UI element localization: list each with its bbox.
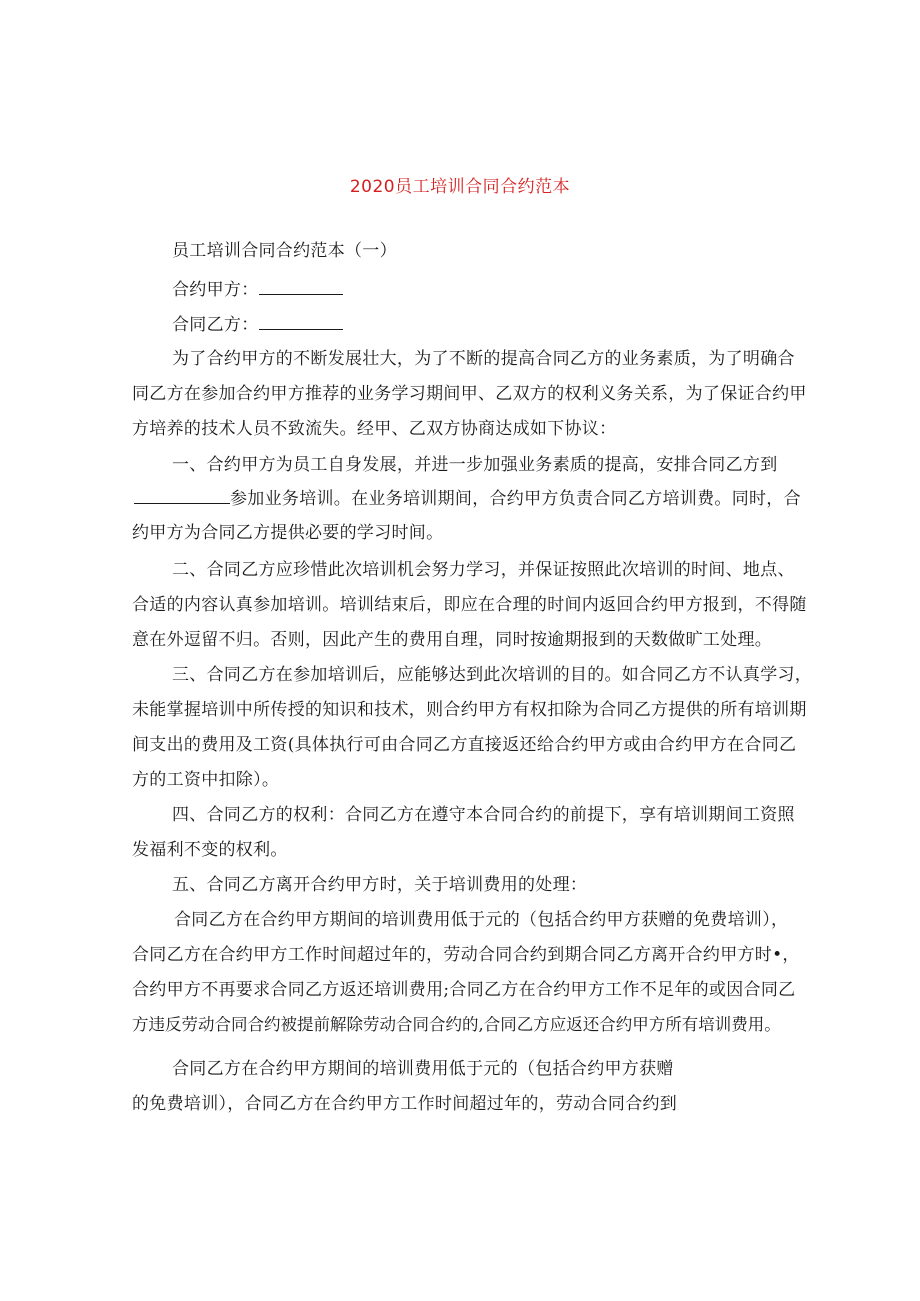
intro-line-1: 为了合约甲方的不断发展壮大，为了不断的提高合同乙方的业务素质，为了明确合	[172, 349, 795, 369]
clause4-line-2: 发福利不变的权利。	[132, 840, 288, 860]
clause5-p1-line-3: 合约甲方不再要求合同乙方返还培训费用;合同乙方在合约甲方工作不足年的或因合同乙	[132, 980, 796, 1000]
clause3-line-2: 未能掌握培训中所传授的知识和技术，则合约甲方有权扣除为合同乙方提供的所有培训期	[132, 700, 807, 720]
clause5-heading: 五、合同乙方离开合约甲方时，关于培训费用的处理：	[172, 875, 588, 895]
clause1-line-2-text: 参加业务培训。在业务培训期间，合约甲方负责合同乙方培训费。同时，合	[230, 489, 801, 509]
intro-line-3: 方培养的技术人员不致流失。经甲、乙双方协商达成如下协议：	[132, 419, 617, 439]
clause5-p2-line-2: 的免费培训），合同乙方在合约甲方工作时间超过年的，劳动合同合约到	[132, 1094, 678, 1114]
clause1-line-3: 约甲方为合同乙方提供必要的学习时间。	[132, 523, 444, 543]
clause1-line-1: 一、合约甲方为员工自身发展，并进一步加强业务素质的提高，安排合同乙方到	[172, 455, 778, 475]
clause3-line-1: 三、合同乙方在参加培训后，应能够达到此次培训的目的。如合同乙方不认真学习，	[172, 665, 813, 685]
party-b-label: 合同乙方：	[172, 315, 259, 335]
clause3-line-3: 间支出的费用及工资(具体执行可由合同乙方直接返还给合约甲方或由合约甲方在合同乙	[132, 735, 797, 755]
clause2-line-1: 二、合同乙方应珍惜此次培训机会努力学习，并保证按照此次培训的时间、地点、	[172, 560, 795, 580]
party-b-line	[172, 314, 832, 336]
contract-subtitle: 员工培训合同合约范本（一）	[172, 241, 397, 261]
intro-line-2: 同乙方在参加合约甲方推荐的业务学习期间甲、乙双方的权利义务关系，为了保证合约甲	[132, 384, 807, 404]
party-a-label: 合约甲方：	[172, 280, 259, 300]
party-b-blank	[259, 315, 343, 330]
clause1-line-2	[134, 488, 801, 510]
party-a-line	[172, 279, 832, 301]
clause2-line-2: 合适的内容认真参加培训。培训结束后，即应在合理的时间内返回合约甲方报到，不得随	[132, 595, 807, 615]
document-title: 2020员工培训合同合约范本	[349, 177, 571, 197]
clause2-line-3: 意在外逗留不归。否则，因此产生的费用自理，同时按逾期报到的天数做旷工处理。	[132, 630, 773, 650]
clause5-p1-line-1: 合同乙方在合约甲方期间的培训费用低于元的（包括合约甲方获赠的免费培训），	[174, 910, 789, 930]
clause5-p1-line-2: 合同乙方在合约甲方工作时间超过年的，劳动合同合约到期合同乙方离开合约甲方时•，	[132, 945, 800, 965]
training-location-blank	[134, 489, 230, 504]
clause5-p2-line-1: 合同乙方在合约甲方期间的培训费用低于元的（包括合约甲方获赠	[172, 1059, 674, 1079]
clause3-line-4: 方的工资中扣除）。	[132, 770, 280, 790]
clause5-p1-line-4: 方违反劳动合同合约被提前解除劳动合同合约的,合同乙方应返还合约甲方所有培训费用。	[132, 1015, 781, 1034]
party-a-blank	[259, 280, 343, 295]
clause4-line-1: 四、合同乙方的权利：合同乙方在遵守本合同合约的前提下，享有培训期间工资照	[172, 805, 795, 825]
